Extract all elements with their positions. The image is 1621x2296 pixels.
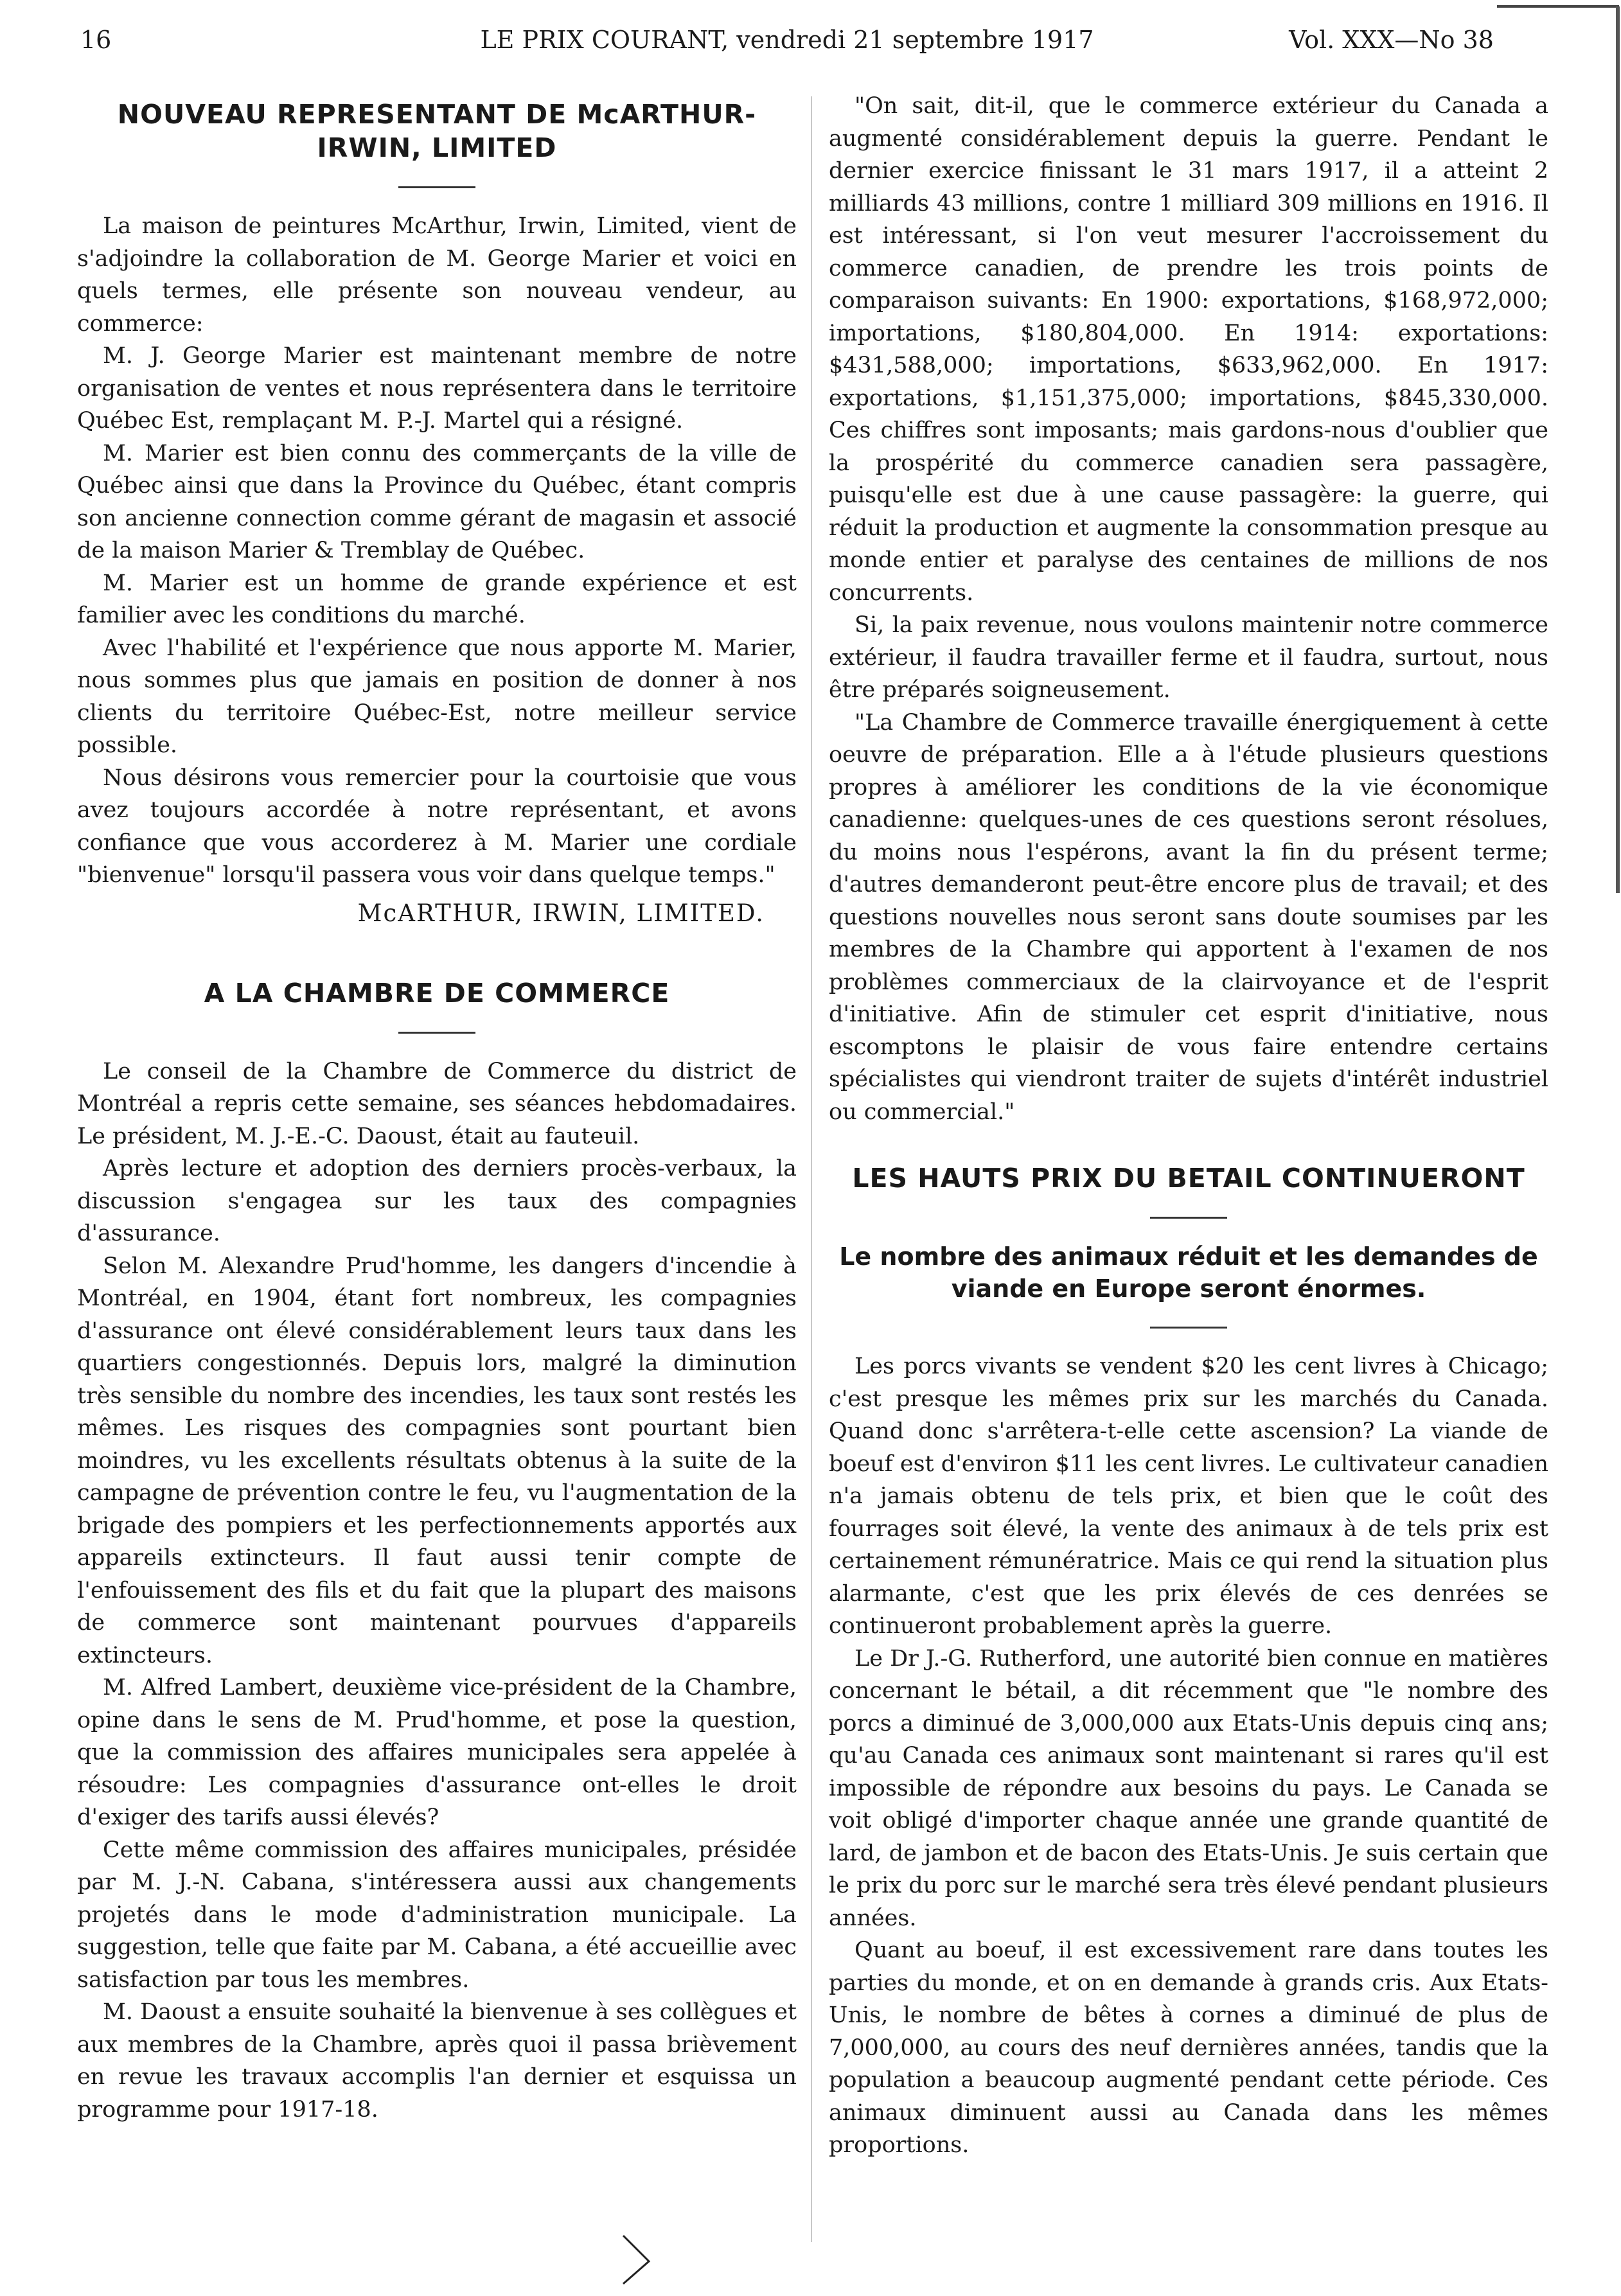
- article-signature: McARTHUR, IRWIN, LIMITED.: [357, 899, 765, 927]
- page-edge-shadow: [1616, 6, 1620, 893]
- paragraph: Nous désirons vous remercier pour la courtoisie que vous avez toujours accordée à notre représentant, et avons confiance que vous accorderez à M. Marier une cordiale "bienvenue" lorsqu'il passera vous voir dans quelque temps.": [77, 764, 797, 888]
- paragraph: M. Daoust a ensuite souhaité la bienvenue à ses collègues et aux membres de la Chambre, après quoi il passa brièvement en revue les travaux accomplis l'an dernier et esquissa un programme pour 1917-18.: [77, 1999, 797, 2123]
- paragraph: Après lecture et adoption des derniers procès-verbaux, la discussion s'engagea sur les taux des compagnies d'assurance.: [77, 1156, 797, 1246]
- paragraph: M. Marier est un homme de grande expérience et est familier avec les conditions du marché.: [77, 570, 797, 628]
- paragraph: "On sait, dit-il, que le commerce extérieur du Canada a augmenté considérablement depuis la guerre. Pendant le dernier exercice finissant le 31 mars 1917, il a atteint 2 milliards 43 millions, contre 1 milliard 309 millions en 1916. Il est intéressant, si l'on veut mesurer l'accroissement du commerce canadien, de prendre les trois points de comparaison suivants: En 1900: exportations, $168,972,000; importations, $180,804,000. En 1914: exportations: $431,588,000; importations, $633,962,000. En 1917: exportations, $1,151,375,000; importations, $845,330,000. Ces chiffres sont imposants; mais gardons-nous d'oublier que la prospérité du commerce canadien sera passagère, puisqu'elle est due à une cause passagère: la guerre, qui réduit la production et augmente la consommation presque au monde entier et paralyse des centaines de millions de nos concurrents.: [829, 93, 1548, 606]
- publication-title: LE PRIX COURANT, vendredi 21 septembre 1917: [480, 26, 1094, 54]
- page-number: 16: [80, 26, 112, 54]
- left-column: [77, 90, 797, 2126]
- title-rule: [398, 1032, 475, 1034]
- article-subtitle: Le nombre des animaux réduit et les demandes de viande en Europe seront énormes.: [839, 1242, 1538, 1303]
- continuation-mark-icon: [617, 2229, 655, 2287]
- page-corner-line: [1497, 5, 1619, 8]
- article-chambre: [77, 976, 797, 2126]
- article-chambre-continued: [829, 90, 1548, 1128]
- paragraph: M. Marier est bien connu des commerçants de la ville de Québec ainsi que dans la Province du Québec, étant compris son ancienne connection comme gérant de magasin et associé de la maison Marier & Tremblay de Québec.: [77, 440, 797, 563]
- column-divider: [811, 96, 812, 2242]
- page-header: [80, 26, 1494, 64]
- paragraph: Si, la paix revenue, nous voulons maintenir notre commerce extérieur, il faudra travailler ferme et il faudra, surtout, nous être préparés soigneusement.: [829, 612, 1548, 703]
- article-title: A LA CHAMBRE DE COMMERCE: [204, 977, 670, 1009]
- paragraph: Quant au boeuf, il est excessivement rare dans toutes les parties du monde, et on en demande à grands cris. Aux Etats-Unis, le nombre de bêtes à cornes a diminué de plus de 7,000,000, au cours des neuf dernières années, tandis que la population a beaucoup augmenté pendant cette période. Ces animaux diminuent aussi au Canada dans les mêmes proportions.: [829, 1938, 1548, 2158]
- paragraph: Selon M. Alexandre Prud'homme, les dangers d'incendie à Montréal, en 1904, étant fort nombreux, les compagnies d'assurance ont élevé considérablement leurs taux dans les quartiers congestionnés. Depuis lors, malgré la diminution très sensible du nombre des incendies, les taux sont restés les mêmes. Les risques des compagnies sont pourtant bien moindres, vu les excellents résultats obtenus à la suite de la campagne de prévention contre le feu, vu l'augmentation de la brigade des pompiers et les perfectionnements apportés aux appareils extincteurs. Il faut aussi tenir compte de l'enfouissement des fils et du fait que la plupart des maisons de commerce sont maintenant pourvues d'appareils extincteurs.: [77, 1253, 797, 1668]
- paragraph: M. Alfred Lambert, deuxième vice-président de la Chambre, opine dans le sens de M. Prud'homme, et pose la question, que la commission des affaires municipales sera appelée à résoudre: Les compagnies d'assurance ont-elles le droit d'exiger des tarifs aussi élevés?: [77, 1675, 797, 1830]
- paragraph: La maison de peintures McArthur, Irwin, Limited, vient de s'adjoindre la collaboration de M. George Marier et voici en quels termes, elle présente son nouveau vendeur, au commerce:: [77, 213, 797, 337]
- article-title: LES HAUTS PRIX DU BETAIL CONTINUERONT: [852, 1163, 1525, 1194]
- article-title: NOUVEAU REPRESENTANT DE McARTHUR-IRWIN, LIMITED: [117, 99, 757, 163]
- article-mcarthur: [77, 98, 797, 930]
- title-rule: [1150, 1217, 1227, 1219]
- paragraph: Les porcs vivants se vendent $20 les cent livres à Chicago; c'est presque les mêmes prix sur les marchés du Canada. Quand donc s'arrêtera-t-elle cette ascension? La viande de boeuf est d'environ $11 les cent livres. Le cultivateur canadien n'a jamais obtenu de tels prix, et bien que le coût des fourrages soit élevé, la vente des animaux à de tels prix est certainement rémunératrice. Mais ce qui rend la situation plus alarmante, c'est que les prix élevés de ces denrées se continueront probablement après la guerre.: [829, 1354, 1548, 1639]
- right-column: [829, 90, 1548, 2162]
- paragraph: Avec l'habilité et l'expérience que nous apporte M. Marier, nous sommes plus que jamais en position de donner à nos clients du territoire Québec-Est, notre meilleur service possible.: [77, 635, 797, 758]
- paragraph: M. J. George Marier est maintenant membre de notre organisation de ventes et nous représentera dans le territoire Québec Est, remplaçant M. P.-J. Martel qui a résigné.: [77, 343, 797, 434]
- subtitle-rule: [1150, 1327, 1227, 1329]
- paragraph: Cette même commission des affaires municipales, présidée par M. J.-N. Cabana, s'intéressera aussi aux changements projetés dans le mode d'administration municipale. La suggestion, telle que faite par M. Cabana, a été accueillie avec satisfaction par tous les membres.: [77, 1837, 797, 1993]
- article-betail: [829, 1161, 1548, 2162]
- volume-info: Vol. XXX—No 38: [1289, 26, 1494, 54]
- paragraph: Le Dr J.-G. Rutherford, une autorité bien connue en matières concernant le bétail, a dit récemment que "le nombre des porcs a diminué de 3,000,000 aux Etats-Unis depuis cinq ans; qu'au Canada ces animaux sont maintenant si rares qu'il est impossible de répondre aux besoins du pays. Le Canada se voit obligé d'importer chaque année une grande quantité de lard, de jambon et de bacon des Etats-Unis. Je suis certain que le prix du porc sur le marché sera très élevé pendant plusieurs années.: [829, 1645, 1548, 1931]
- paragraph: "La Chambre de Commerce travaille énergiquement à cette oeuvre de préparation. Elle a à l'étude plusieurs questions propres à améliorer les conditions de la vie économique canadienne: quelques-unes de ces questions seront résolues, du moins nous l'espérons, avant la fin du présent terme; d'autres demanderont peut-être encore plus de travail; et des questions nouvelles nous seront sans doute soumises par les membres de la Chambre qui apportent à l'examen de nos problèmes commerciaux de la clairvoyance et de l'esprit d'initiative. Afin de stimuler cet esprit d'initiative, nous escomptons le plaisir de vous faire entendre certains spécialistes qui viendront traiter de sujets d'intérêt industriel ou commercial.": [829, 709, 1548, 1125]
- title-rule: [398, 186, 475, 188]
- paragraph: Le conseil de la Chambre de Commerce du district de Montréal a repris cette semaine, ses séances hebdomadaires. Le président, M. J.-E.-C. Daoust, était au fauteuil.: [77, 1058, 797, 1149]
